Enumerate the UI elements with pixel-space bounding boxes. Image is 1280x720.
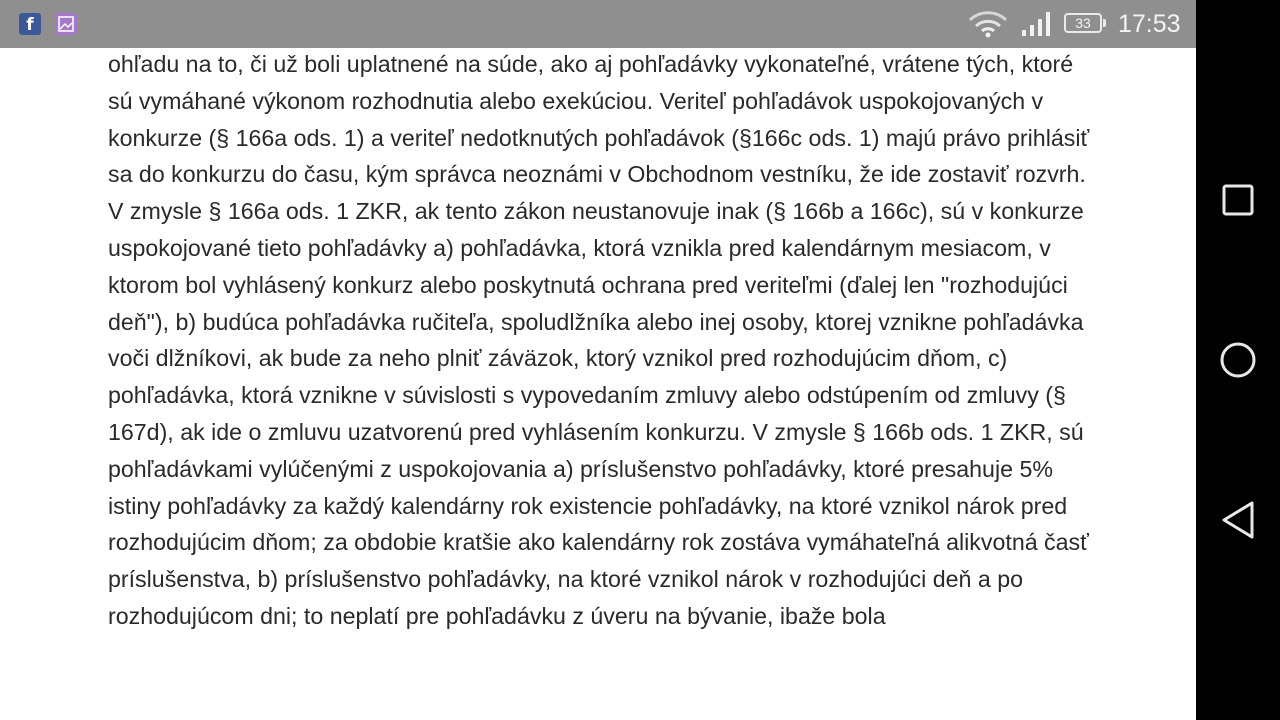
gallery-icon — [55, 13, 77, 35]
navigation-bar — [1196, 0, 1280, 720]
status-clock: 17:53 — [1118, 10, 1181, 38]
recents-square-icon[interactable] — [1216, 183, 1260, 219]
battery-icon: 33 — [1064, 13, 1102, 33]
document-paragraph: ohľadu na to, či už boli uplatnené na súde, ako aj pohľadávky vykonateľné, vrátene tých, ktoré sú vymáhané výkonom rozhodnutia alebo exekúciou. Veriteľ pohľadávok uspokojovaných v konkurze (§ 166a ods. 1) a veriteľ nedotknutých pohľadávok (§166c ods. 1) majú právo prihlásiť sa do konkurzu do času, kým správca neoznámi v Obchodnom vestníku, že ide zostaviť rozvrh. V zmysle § 166a ods. 1 ZKR, ak tento zákon neustanovuje inak (§ 166b a 166c), sú v konkurze uspokojované tieto pohľadávky a) pohľadávka, ktorá vznikla pred kalendárnym mesiacom, v ktorom bol vyhlásený konkurz alebo poskytnutá ochrana pred veriteľmi (ďalej len "rozhodujúci deň"), b) budúca pohľadávka ručiteľa, spoludlžníka alebo inej osoby, ktorej vznikne pohľadávka voči dlžníkovi, ak bude za neho plniť záväzok, ktorý vznikol pred rozhodujúcim dňom, c) pohľadávka, ktorá vznikne v súvislosti s vypovedaním zmluvy alebo odstúpením od zmluvy (§ 167d), ak ide o zmluvu uzatvorenú pred vyhlásením konkurzu. V zmysle § 166b ods. 1 ZKR, sú pohľadávkami vylúčenými z uspokojovania a) príslušenstvo pohľadávky, ktoré presahuje 5% istiny pohľadávky za každý kalendárny rok existencie pohľadávky, na ktoré vznikol nárok pred rozhodujúcim dňom; za obdobie kratšie ako kalendárny rok zostáva vymáhateľná alikvotná časť príslušenstva, b) príslušenstvo pohľadávky, na ktoré vznikol nárok v rozhodujúci deň a po rozhodujúcom dni; to neplatí pre pohľadávku z úveru na bývanie, ibaže bola — [108, 51, 1090, 629]
wifi-icon — [968, 10, 1008, 38]
status-bar — [0, 0, 1196, 48]
document-text-area — [108, 46, 1093, 635]
back-triangle-icon[interactable] — [1216, 500, 1260, 540]
signal-icon — [1020, 10, 1054, 38]
facebook-icon: f — [19, 13, 41, 35]
home-circle-icon[interactable] — [1216, 340, 1260, 380]
